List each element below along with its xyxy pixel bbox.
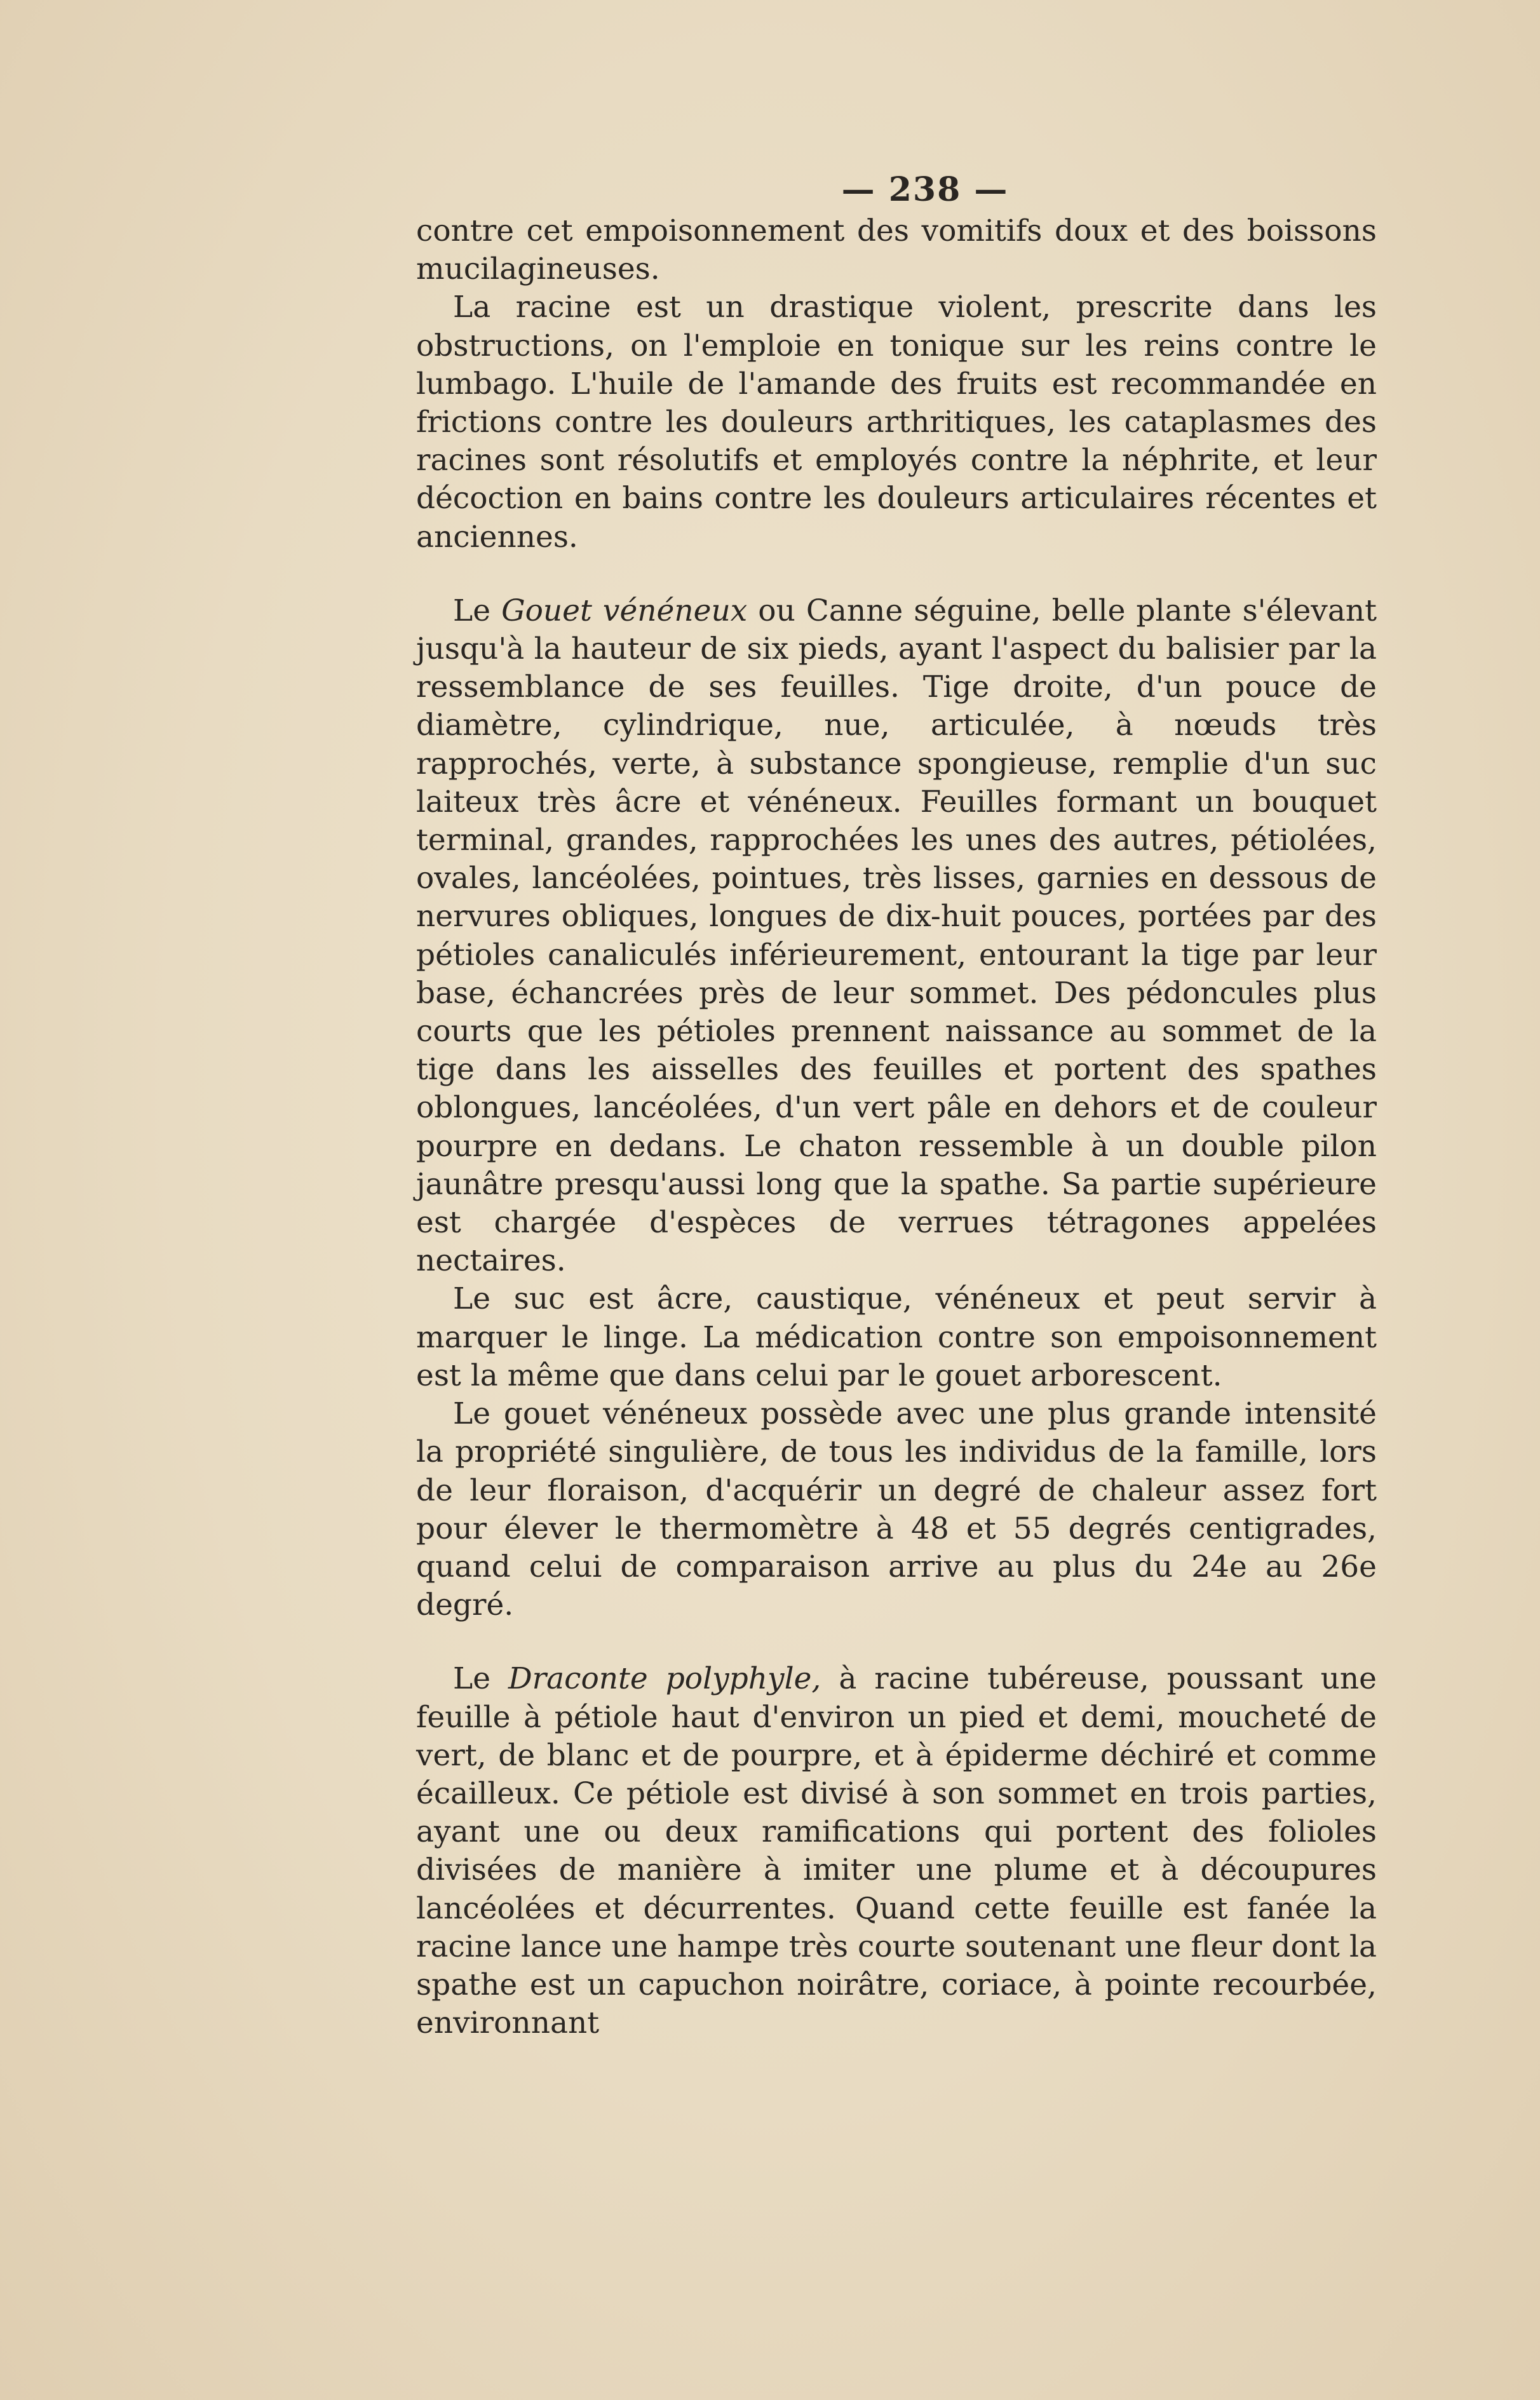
paragraph-4 — [416, 1280, 1377, 1395]
paragraph-6 — [416, 1660, 1377, 2042]
species-name: Gouet vénéneux — [501, 593, 748, 628]
paragraph-1 — [416, 212, 1377, 288]
paragraph-2 — [416, 288, 1377, 556]
paragraph-3 — [416, 592, 1377, 1281]
paragraph-lead: Le — [453, 1661, 508, 1697]
page-number: — 238 — — [841, 170, 1009, 209]
paragraph-text: contre cet empoisonnement des vomitifs doux et des boissons mucilagineuses. — [416, 213, 1377, 287]
paragraph-lead: Le — [453, 593, 502, 628]
paragraph-5 — [416, 1395, 1377, 1624]
paragraph-text: La racine est un drastique violent, prescrite dans les obstructions, on l'emploie en tonique sur les reins contre le lumbago. L'huile de l'amande des fruits est recommandée en frictions contre les douleurs arthritiques, les cataplasmes des racines sont résolutifs et employés contre la néphrite, et leur décoction en bains contre les douleurs articulaires récentes et anciennes. — [416, 290, 1377, 555]
paragraph-text: à racine tubéreuse, poussant une feuille à pétiole haut d'environ un pied et demi, moucheté de vert, de blanc et de pourpre, et à épiderme déchiré et comme écailleux. Ce pétiole est divisé à son sommet en trois parties, ayant une ou deux ramifications qui portent des folioles divisées de manière à imiter une plume et à découpures lancéolées et décurrentes. Quand cette feuille est fanée la racine lance une hampe très courte soutenant une fleur dont la spathe est un capuchon noirâtre, coriace, à pointe recourbée, environnant — [416, 1661, 1377, 2041]
paragraph-gap — [416, 556, 1377, 592]
species-name: Draconte polyphyle, — [508, 1661, 821, 1697]
paragraph-gap — [416, 1624, 1377, 1660]
paragraph-text: Le suc est âcre, caustique, vénéneux et peut servir à marquer le linge. La médication contre son empoisonnement est la même que dans celui par le gouet arborescent. — [416, 1281, 1377, 1393]
paragraph-text: Le gouet vénéneux possède avec une plus grande intensité la propriété singulière, de tous les individus de la famille, lors de leur floraison, d'acquérir un degré de chaleur assez fort pour élever le thermomètre à 48 et 55 degrés centigrades, quand celui de comparaison arrive au plus du 24e au 26e degré. — [416, 1396, 1377, 1623]
page-text-block — [416, 168, 1377, 2042]
paragraph-text: ou Canne séguine, belle plante s'élevant jusqu'à la hauteur de six pieds, ayant l'aspect du balisier par la ressemblance de ses feuilles. Tige droite, d'un pouce de diamètre, cylindrique, nue, articulée, à nœuds très rapprochés, verte, à substance spongieuse, remplie d'un suc laiteux très âcre et vénéneux. Feuilles formant un bouquet terminal, grandes, rapprochées les unes des autres, pétiolées, ovales, lancéolées, pointues, très lisses, garnies en dessous de nervures obliques, longues de dix-huit pouces, portées par des pétioles canaliculés inférieurement, entourant la tige par leur base, échancrées près de leur sommet. Des pédoncules plus courts que les pétioles prennent naissance au sommet de la tige dans les aisselles des feuilles et portent des spathes oblongues, lancéolées, d'un vert pâle en dehors et de couleur pourpre en dedans. Le chaton ressemble à un double pilon jaunâtre presqu'aussi long que la spathe. Sa partie supérieure est chargée d'espèces de verrues tétragones appelées nectaires. — [416, 593, 1377, 1279]
